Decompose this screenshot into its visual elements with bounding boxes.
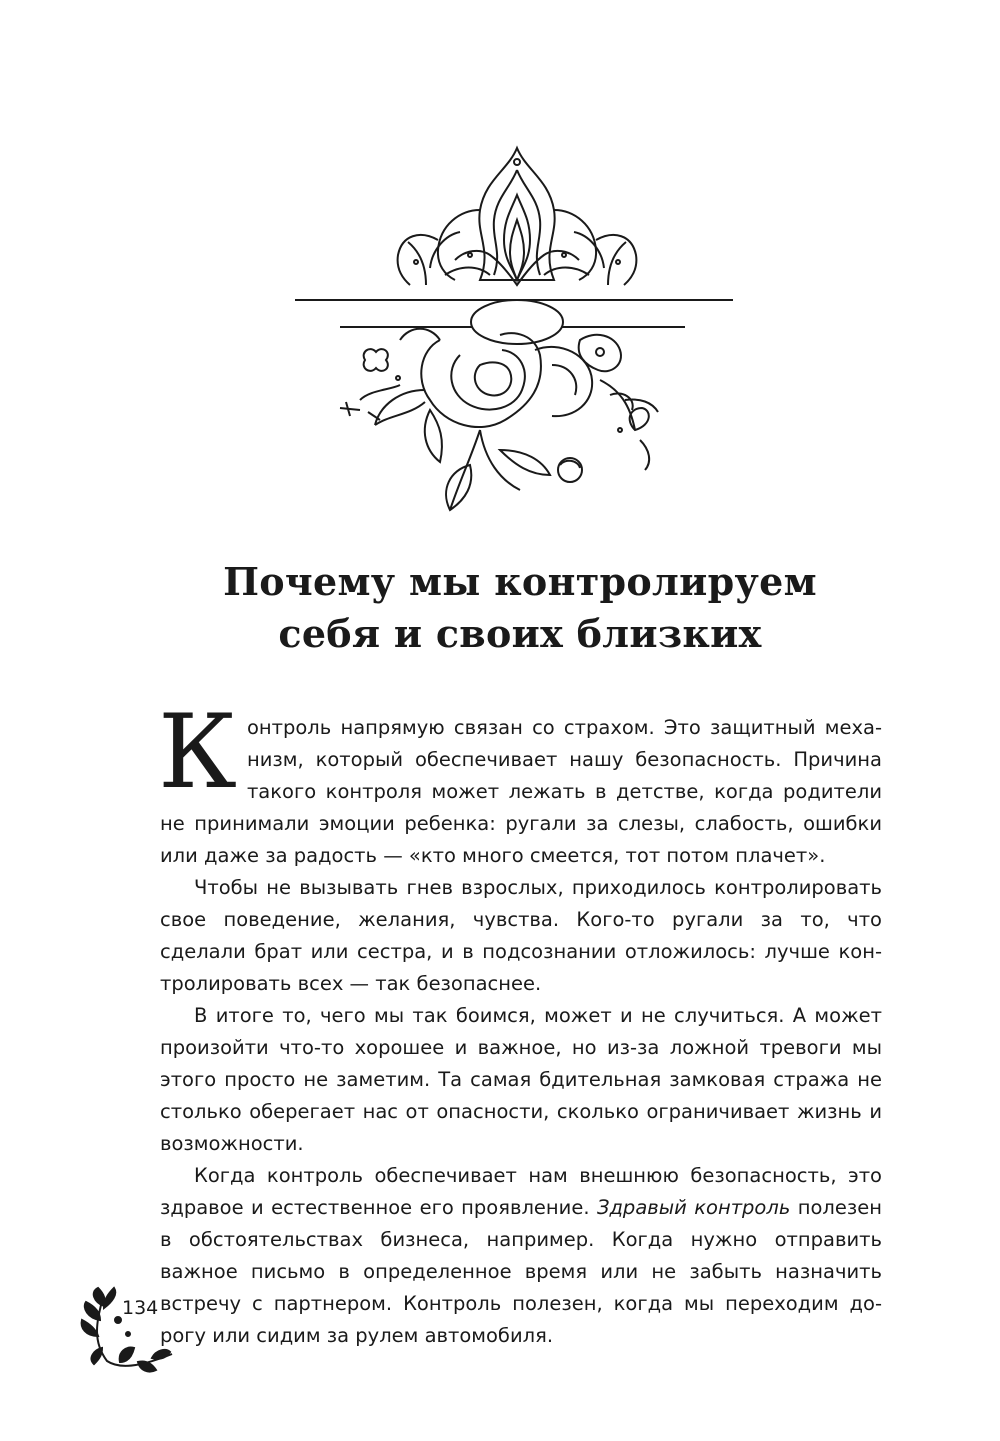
paragraph-1-text: онтроль напрямую связан со страхом. Это защитный механизм, который обеспечивает нашу безопасность. Причина такого контроля может лежать в детстве, когда родители не принимали эмоции ребенка: ругали за слезы, слабость, ошибки или даже за радость — «кто много смеется, тот потом плачет». bbox=[160, 716, 882, 867]
page-title bbox=[100, 556, 940, 660]
mandala-crown bbox=[398, 148, 637, 285]
flower-bouquet bbox=[340, 300, 658, 510]
floral-mandala-ornament bbox=[280, 140, 740, 540]
paragraph-4-text-a: Когда контроль обеспечивает нам внешнюю безопасность, это здравое и естественное его проявление. bbox=[160, 1164, 882, 1219]
page-number: 134 bbox=[122, 1297, 159, 1319]
paragraph-4-emphasis: Здравый контроль bbox=[596, 1196, 791, 1219]
paragraph-4-text-b: полезен в обстоятельствах бизнеса, например. Когда нужно отправить важное письмо в определенное время или не забыть назначить встречу с партнером. Контроль полезен, когда мы переходим дорогу или сидим за рулем автомобиля. bbox=[160, 1196, 882, 1347]
paragraph-1 bbox=[158, 693, 882, 872]
drop-cap: К bbox=[158, 693, 237, 812]
title-line-2: себя и своих близких bbox=[278, 611, 762, 656]
paragraph-3: В итоге то, чего мы так боимся, может и не случиться. А может произойти что-то хорошее и важное, но из-за ложной тревоги мы этого просто не заметим. Та самая бдительная замковая стража не столько оберегает нас от опасности, сколько ограничивает жизнь и возможности. bbox=[160, 1004, 882, 1155]
body-text bbox=[158, 693, 882, 1352]
paragraph-2: Чтобы не вызывать гнев взрослых, приходилось контролировать свое поведение, желания, чувства. Кого-то ругали за то, что сделали брат или сестра, и в подсознании отложилось: лучше контролировать всех — так безопаснее. bbox=[160, 876, 882, 995]
title-line-1: Почему мы контролируем bbox=[223, 559, 817, 604]
paragraph-4 bbox=[160, 1160, 882, 1352]
